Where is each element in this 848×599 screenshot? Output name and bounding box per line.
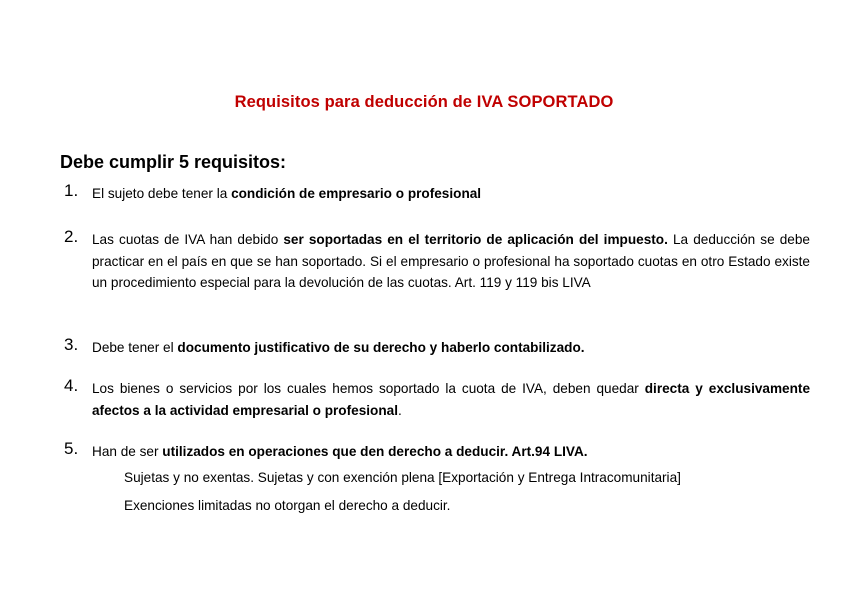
requirement-number: 1. (64, 181, 79, 200)
requirement-number: 4. (64, 376, 79, 395)
note-exempt-operations: Sujetas y no exentas. Sujetas y con exención plena [Exportación y Entrega Intracomunitaria] (124, 470, 681, 485)
text-part: Debe tener el (92, 340, 178, 355)
slide-title: Requisitos para deducción de IVA SOPORTADO (234, 93, 614, 111)
bold-text: utilizados en operaciones que den derecho a deducir. Art.94 LIVA. (162, 444, 588, 459)
requirement-text (92, 378, 810, 421)
requirement-number: 3. (64, 335, 79, 354)
note-limited-exemptions: Exenciones limitadas no otorgan el derecho a deducir. (124, 498, 451, 513)
text-part: Las cuotas de IVA han debido (92, 232, 284, 247)
bold-text: condición de empresario o profesional (231, 186, 482, 201)
text-part: Han de ser (92, 444, 163, 459)
requirement-text (92, 337, 810, 359)
subtitle: Debe cumplir 5 requisitos: (60, 152, 287, 172)
text-part: El sujeto debe tener la (92, 186, 232, 201)
requirement-4 (64, 378, 810, 421)
requirement-text (92, 441, 810, 463)
bold-text: directa y exclusivamente afectos a la actividad empresarial o profesional (92, 381, 811, 418)
bold-text: ser soportadas en el territorio de aplicación del impuesto. (283, 232, 668, 247)
requirement-2 (64, 229, 810, 294)
text-part: La deducción se debe practicar en el país en que se han soportado. Si el empresario o profesional ha soportado cuotas en otro Estado existe un procedimiento especial para la devolución de las cuotas. Art. 119 y 119 bis LIVA (92, 232, 810, 290)
requirement-number: 5. (64, 439, 79, 458)
requirement-number: 2. (64, 227, 79, 246)
requirement-text (92, 183, 810, 205)
requirement-1 (64, 183, 810, 205)
text-part: Los bienes o servicios por los cuales hemos soportado la cuota de IVA, deben quedar (92, 381, 645, 396)
text-part: . (397, 402, 402, 418)
requirement-3 (64, 337, 810, 359)
requirement-5 (64, 441, 810, 463)
requirement-text (92, 229, 810, 294)
bold-text: documento justificativo de su derecho y haberlo contabilizado. (177, 340, 585, 355)
